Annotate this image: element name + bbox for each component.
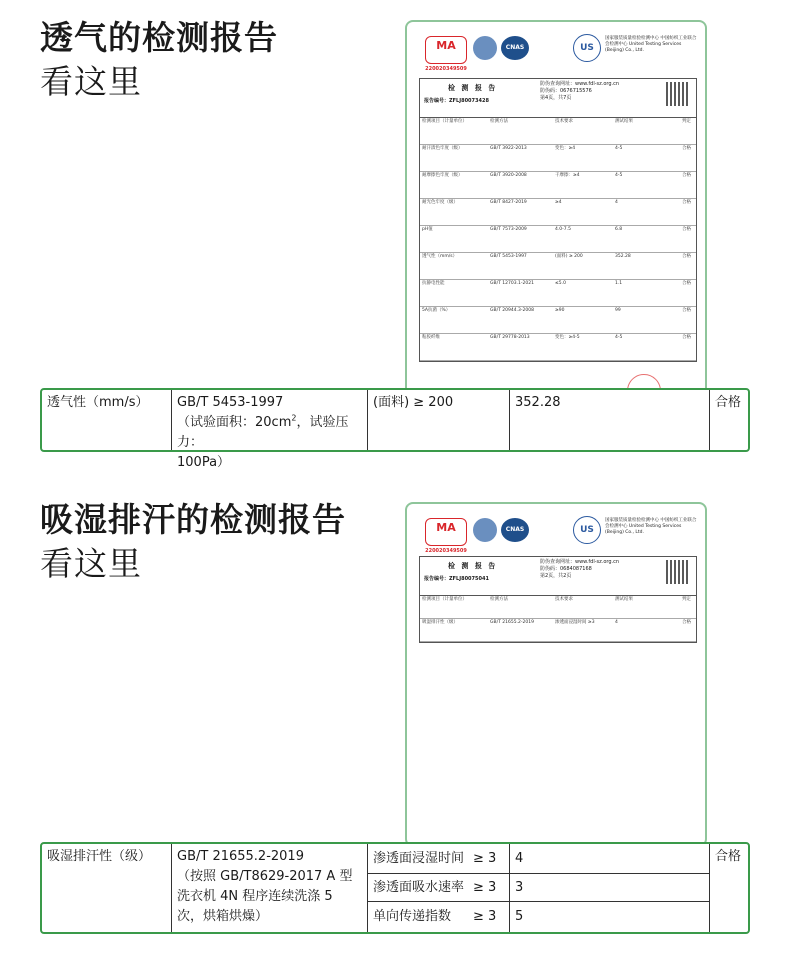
- report-cell: 检测项目（计量单位）: [422, 597, 467, 602]
- report-row: [420, 226, 696, 253]
- report-header: [419, 556, 697, 596]
- report-row: [420, 199, 696, 226]
- report-cell: 合格: [682, 335, 691, 340]
- report-cell: GB/T 29778-2013: [490, 335, 530, 340]
- lab-name: 国家服装质量检验检测中心 中国纺织工业联合会检测中心 United Testing Services (Beijing) Co., Ltd.: [605, 36, 697, 53]
- report-cell: GB/T 3920-2008: [490, 173, 527, 178]
- method-cell: GB/T 21655.2-2019 （按照 GB/T8629-2017 A 型洗衣机 4N 程序连续洗涤 5 次，烘箱烘燥）: [172, 844, 368, 932]
- report-cell: GB/T 21655.2-2019: [490, 620, 534, 625]
- result-cell: [510, 844, 710, 932]
- report-number: 报告编号：ZFLJ80073428: [424, 98, 489, 104]
- report-cell: 5A抗菌（%）: [422, 308, 451, 313]
- report-cell: 4-5: [615, 335, 623, 340]
- report-cell: 检测项目（计量单位）: [422, 119, 467, 124]
- report-cell: ≥90: [555, 308, 565, 313]
- report-row: [420, 619, 696, 642]
- ilac-logo: [473, 518, 497, 542]
- report-meta: 防伪查询网址：www.fdl-sz.org.cn 防伪码：0676715576 第4页，共7页: [540, 81, 620, 101]
- report-cell: 合格: [682, 281, 691, 286]
- us-logo: US: [573, 516, 601, 544]
- report-cell: 吸湿排汗性（级）: [422, 620, 458, 625]
- report-cell: 4-5: [615, 173, 623, 178]
- result-table: [40, 388, 750, 470]
- us-logo: US: [573, 34, 601, 62]
- spec-row: 渗透面浸湿时间 ≥ 3: [368, 844, 509, 874]
- report-cell: 技术要求: [555, 119, 573, 124]
- report-cell: 合格: [682, 308, 691, 313]
- report-cell: 判定: [682, 119, 691, 124]
- report-cell: GB/T 5453-1997: [490, 254, 527, 259]
- report-cell: 干摩擦：≥4: [555, 173, 580, 178]
- report-row: [420, 307, 696, 334]
- report-rows: [419, 118, 697, 362]
- report-cell: 合格: [682, 173, 691, 178]
- report-cell: 99: [615, 308, 621, 313]
- section-subtitle: 看这里: [40, 544, 142, 583]
- report-cell: GB/T 20944.3-2008: [490, 308, 534, 313]
- report-cell: 合格: [682, 620, 691, 625]
- section-subtitle: 看这里: [40, 62, 142, 101]
- report-cell: 测试结果: [615, 597, 633, 602]
- result-row: 4: [510, 844, 709, 874]
- requirement-cell: [368, 844, 510, 932]
- report-cell: GB/T 3922-2013: [490, 146, 527, 151]
- method-cell: GB/T 5453-1997 （试验面积：$20cm^2$，试验压力： 100Pa）: [172, 390, 368, 450]
- ma-logo: MA 220020349509: [425, 36, 467, 64]
- report-cell: 耐汗渍色牢度（级）: [422, 146, 463, 151]
- report-cell: 合格: [682, 227, 691, 232]
- report-cell: 测试结果: [615, 119, 633, 124]
- report-cell: GB/T 8427-2019: [490, 200, 527, 205]
- report-header: [419, 78, 697, 118]
- item-cell: 吸湿排汗性（级）: [42, 844, 172, 932]
- section-title: 透气的检测报告: [40, 18, 278, 57]
- qr-code: [666, 560, 690, 584]
- requirement-cell: (面料) ≥ 200: [368, 390, 510, 450]
- result-row: 3: [510, 874, 709, 902]
- report-row: [420, 253, 696, 280]
- report-cell: ≥4: [555, 200, 562, 205]
- ma-logo: MA 220020349509: [425, 518, 467, 546]
- report-cell: 6.8: [615, 227, 623, 232]
- report-cell: GB/T 7573-2009: [490, 227, 527, 232]
- judgement-cell: 合格: [715, 849, 742, 864]
- report-row: [420, 145, 696, 172]
- report-cell: 4.0-7.5: [555, 227, 571, 232]
- cnas-logo: CNAS: [501, 36, 529, 60]
- report-row: [420, 280, 696, 307]
- section-moisture-wicking: [0, 480, 790, 960]
- report-title: 检 测 报 告: [448, 562, 498, 570]
- report-cell: 352.28: [615, 254, 631, 259]
- report-cell: 技术要求: [555, 597, 573, 602]
- report-cell: pH值: [422, 227, 433, 232]
- report-cell: 透气性（mm/s）: [422, 254, 458, 259]
- report-row: [420, 334, 696, 361]
- ilac-logo: [473, 36, 497, 60]
- report-cell: 耐光色牢度（级）: [422, 200, 458, 205]
- report-logos: [425, 34, 695, 70]
- report-number: 报告编号：ZFLJ80075041: [424, 576, 489, 582]
- report-cell: 变色：≥4: [555, 146, 576, 151]
- report-cell: 合格: [682, 146, 691, 151]
- result-table: [40, 842, 750, 934]
- report-cell: GB/T 12703.1-2021: [490, 281, 534, 286]
- report-logos: [425, 516, 695, 552]
- report-cell: 1.1: [615, 281, 623, 286]
- report-title: 检 测 报 告: [448, 84, 498, 92]
- report-row: [420, 596, 696, 619]
- report-cell: (面料) ≥ 200: [555, 254, 583, 259]
- report-rows: [419, 596, 697, 643]
- report-image: [405, 20, 707, 410]
- report-cell: 检测方法: [490, 597, 508, 602]
- lab-name: 国家服装质量检验检测中心 中国纺织工业联合会检测中心 United Testing Services (Beijing) Co., Ltd.: [605, 518, 697, 535]
- report-table: [419, 556, 697, 643]
- report-cell: 合格: [682, 200, 691, 205]
- cnas-logo: CNAS: [501, 518, 529, 542]
- report-row: [420, 172, 696, 199]
- report-cell: 渗透面浸湿时间 ≥3: [555, 620, 595, 625]
- report-meta: 防伪查询网址：www.fdl-sz.org.cn 防伪码：0684087168 第2页，共2页: [540, 559, 620, 579]
- report-cell: 变色：≥4-5: [555, 335, 580, 340]
- judgement-cell: 合格: [715, 395, 742, 410]
- report-cell: 4: [615, 620, 618, 625]
- spec-row: 渗透面吸水速率 ≥ 3: [368, 874, 509, 902]
- report-cell: 4-5: [615, 146, 623, 151]
- report-cell: 判定: [682, 597, 691, 602]
- qr-code: [666, 82, 690, 106]
- report-image: [405, 502, 707, 847]
- report-cell: ≤5.0: [555, 281, 566, 286]
- report-cell: 耐摩擦色牢度（级）: [422, 173, 463, 178]
- report-row: [420, 118, 696, 145]
- result-row: 5: [515, 909, 524, 924]
- report-cell: 抗静电性能: [422, 281, 445, 286]
- report-cell: 粘胶纤维: [422, 335, 440, 340]
- section-title: 吸湿排汗的检测报告: [40, 500, 346, 539]
- result-cell: 352.28: [510, 390, 710, 450]
- report-table: [419, 78, 697, 362]
- item-cell: 透气性（mm/s）: [42, 390, 172, 450]
- report-cell: 检测方法: [490, 119, 508, 124]
- spec-row: 单向传递指数 ≥ 3: [373, 909, 497, 924]
- report-cell: 合格: [682, 254, 691, 259]
- report-cell: 4: [615, 200, 618, 205]
